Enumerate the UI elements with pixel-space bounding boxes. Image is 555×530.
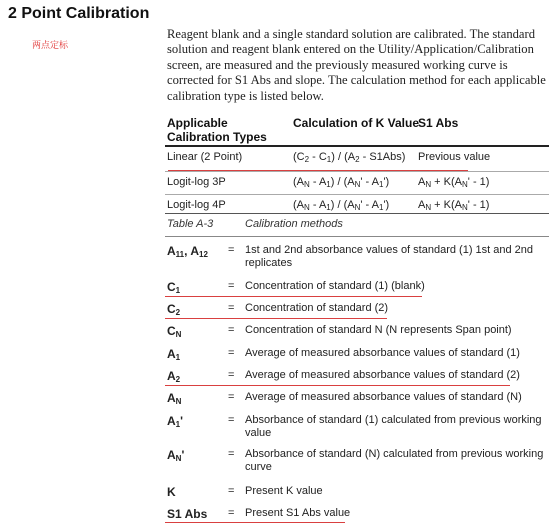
- equals-sign: =: [228, 414, 235, 426]
- variable-description: Absorbance of standard (1) calculated from previous working value: [245, 414, 542, 439]
- cell-s1: $A_N + K(A_N' - 1)$: [418, 199, 490, 212]
- cell-s1: Previous value: [418, 151, 491, 163]
- variable-description: Concentration of standard N (N represents Span point): [245, 324, 512, 336]
- equals-sign: =: [228, 448, 235, 460]
- variable-symbol: $C_1$: [167, 280, 181, 295]
- equals-sign: =: [228, 507, 235, 519]
- table-bottom-rule: [165, 213, 549, 214]
- cell-k: $(C_2 - C_1) / (A_2 - S1Abs)$: [293, 151, 406, 164]
- cell-type: Logit-log 3P: [167, 176, 226, 188]
- cell-type: Logit-log 4P: [167, 199, 226, 211]
- variable-description: Average of measured absorbance values of standard (1): [245, 347, 520, 359]
- variable-symbol: $A_1'$: [167, 414, 183, 429]
- header-calibration-types: Applicable Calibration Types: [167, 116, 267, 144]
- equals-sign: =: [228, 324, 235, 336]
- variable-symbol: $A_{11}$, $A_{12}$: [167, 244, 208, 259]
- caption-id: Table A-3: [167, 218, 214, 230]
- variable-description: Average of measured absorbance values of standard (N): [245, 391, 522, 403]
- variable-symbol: $A_1$: [167, 347, 181, 362]
- variable-description: Present K value: [245, 485, 323, 497]
- variable-symbol: $C_2$: [167, 302, 181, 317]
- header-s1-abs: S1 Abs: [418, 116, 459, 130]
- red-underline: [165, 318, 387, 319]
- red-underline: [165, 522, 345, 523]
- header-k-value: Calculation of K Value: [293, 116, 420, 130]
- caption-text: Calibration methods: [245, 218, 343, 230]
- variable-symbol: $C_N$: [167, 324, 182, 339]
- red-underline: [165, 296, 422, 297]
- equals-sign: =: [228, 244, 235, 256]
- red-underline: [165, 385, 510, 386]
- page-title: 2 Point Calibration: [8, 5, 150, 22]
- variable-description: Average of measured absorbance values of standard (2): [245, 369, 520, 381]
- cell-s1: $A_N + K(A_N' - 1)$: [418, 176, 490, 189]
- variable-description: 1st and 2nd absorbance values of standard (1) 1st and 2nd replicates: [245, 244, 534, 269]
- variable-symbol: $A_2$: [167, 369, 181, 384]
- equals-sign: =: [228, 485, 235, 497]
- variable-symbol: $A_N$: [167, 391, 182, 406]
- table-row: [165, 147, 549, 169]
- variable-description: Concentration of standard (1) (blank): [245, 280, 425, 292]
- equals-sign: =: [228, 302, 235, 314]
- variable-description: Concentration of standard (2): [245, 302, 389, 314]
- variable-symbol: S1 Abs: [167, 507, 208, 521]
- cell-type: Linear (2 Point): [167, 151, 243, 163]
- variable-description: Absorbance of standard (N) calculated from previous working curve: [245, 448, 544, 473]
- cell-k: $(A_N - A_1) / (A_N' - A_1')$: [293, 199, 390, 212]
- equals-sign: =: [228, 347, 235, 359]
- variable-symbol: K: [167, 485, 176, 499]
- equals-sign: =: [228, 280, 235, 292]
- cell-k: $(A_N - A_1) / (A_N' - A_1')$: [293, 176, 390, 189]
- intro-paragraph: Reagent blank and a single standard solution are calibrated. The standard solution and reagent blank entered on the Utility/Application/Calibration screen, are measured and the previously measured working curve is corrected for S1 Abs and slope. The calculation method for each applicable calibration type is listed below.: [167, 27, 546, 103]
- chinese-annotation: 两点定标: [32, 40, 69, 50]
- equals-sign: =: [228, 391, 235, 403]
- variable-description: Present S1 Abs value: [245, 507, 351, 519]
- equals-sign: =: [228, 369, 235, 381]
- table-row: [165, 172, 549, 194]
- caption-rule: [165, 236, 549, 237]
- variable-symbol: $A_N'$: [167, 448, 185, 463]
